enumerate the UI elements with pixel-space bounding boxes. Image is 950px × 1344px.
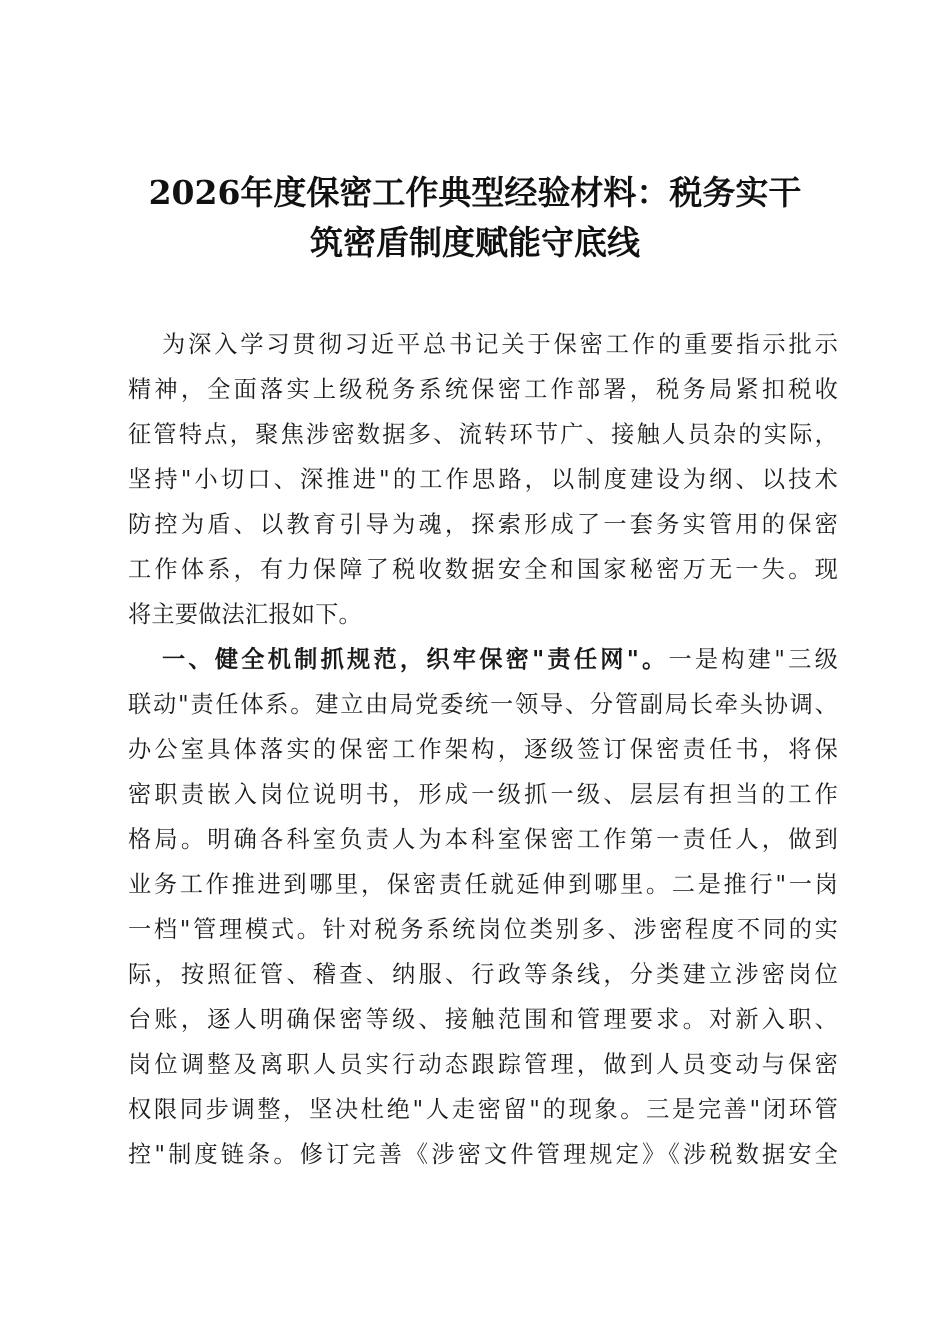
paragraph-2-line: 权限同步调整，坚决杜绝"人走密留"的现象。三是完善"闭环管: [128, 1096, 838, 1123]
document-title-line-1: 2026年度保密工作典型经验材料：税务实干: [148, 173, 802, 212]
paragraph-2-line: 岗位调整及离职人员实行动态跟踪管理，做到人员变动与保密: [128, 1051, 838, 1078]
paragraph-1-line: 为深入学习贯彻习近平总书记关于保密工作的重要指示批示: [162, 331, 838, 358]
paragraph-1-line: 精神，全面落实上级税务系统保密工作部署，税务局紧扣税收: [128, 376, 838, 403]
paragraph-2-line: 业务工作推进到哪里，保密责任就延伸到哪里。二是推行"一岗: [128, 871, 838, 898]
paragraph-2-line: 联动"责任体系。建立由局党委统一领导、分管副局长牵头协调、: [128, 691, 838, 718]
paragraph-2-line: 格局。明确各科室负责人为本科室保密工作第一责任人，做到: [128, 826, 838, 853]
paragraph-1-line: 征管特点，聚焦涉密数据多、流转环节广、接触人员杂的实际，: [128, 421, 838, 448]
paragraph-1-line: 工作体系，有力保障了税收数据安全和国家秘密万无一失。现: [128, 556, 838, 583]
paragraph-2-line: 际，按照征管、稽查、纳服、行政等条线，分类建立涉密岗位: [128, 961, 838, 988]
paragraph-1-line: 将主要做法汇报如下。: [128, 601, 362, 628]
paragraph-2-line: 办公室具体落实的保密工作架构，逐级签订保密责任书，将保: [128, 736, 838, 763]
paragraph-2-first-line: [162, 637, 838, 683]
paragraph-2-line: 一档"管理模式。针对税务系统岗位类别多、涉密程度不同的实: [128, 916, 838, 943]
paragraph-2-line: 控"制度链条。修订完善《涉密文件管理规定》《涉税数据安全: [128, 1141, 838, 1168]
paragraph-2-line: 台账，逐人明确保密等级、接触范围和管理要求。对新入职、: [128, 1006, 838, 1033]
paragraph-2-first-line-text: 一是构建"三级: [668, 646, 838, 673]
paragraph-1-line: 防控为盾、以教育引导为魂，探索形成了一套务实管用的保密: [128, 511, 838, 538]
section-heading: 一、健全机制抓规范，织牢保密"责任网"。: [162, 646, 669, 673]
paragraph-2-line: 密职责嵌入岗位说明书，形成一级抓一级、层层有担当的工作: [128, 781, 838, 808]
document-title-line-2: 筑密盾制度赋能守底线: [310, 223, 640, 262]
paragraph-1-line: 坚持"小切口、深推进"的工作思路，以制度建设为纲、以技术: [128, 466, 838, 493]
